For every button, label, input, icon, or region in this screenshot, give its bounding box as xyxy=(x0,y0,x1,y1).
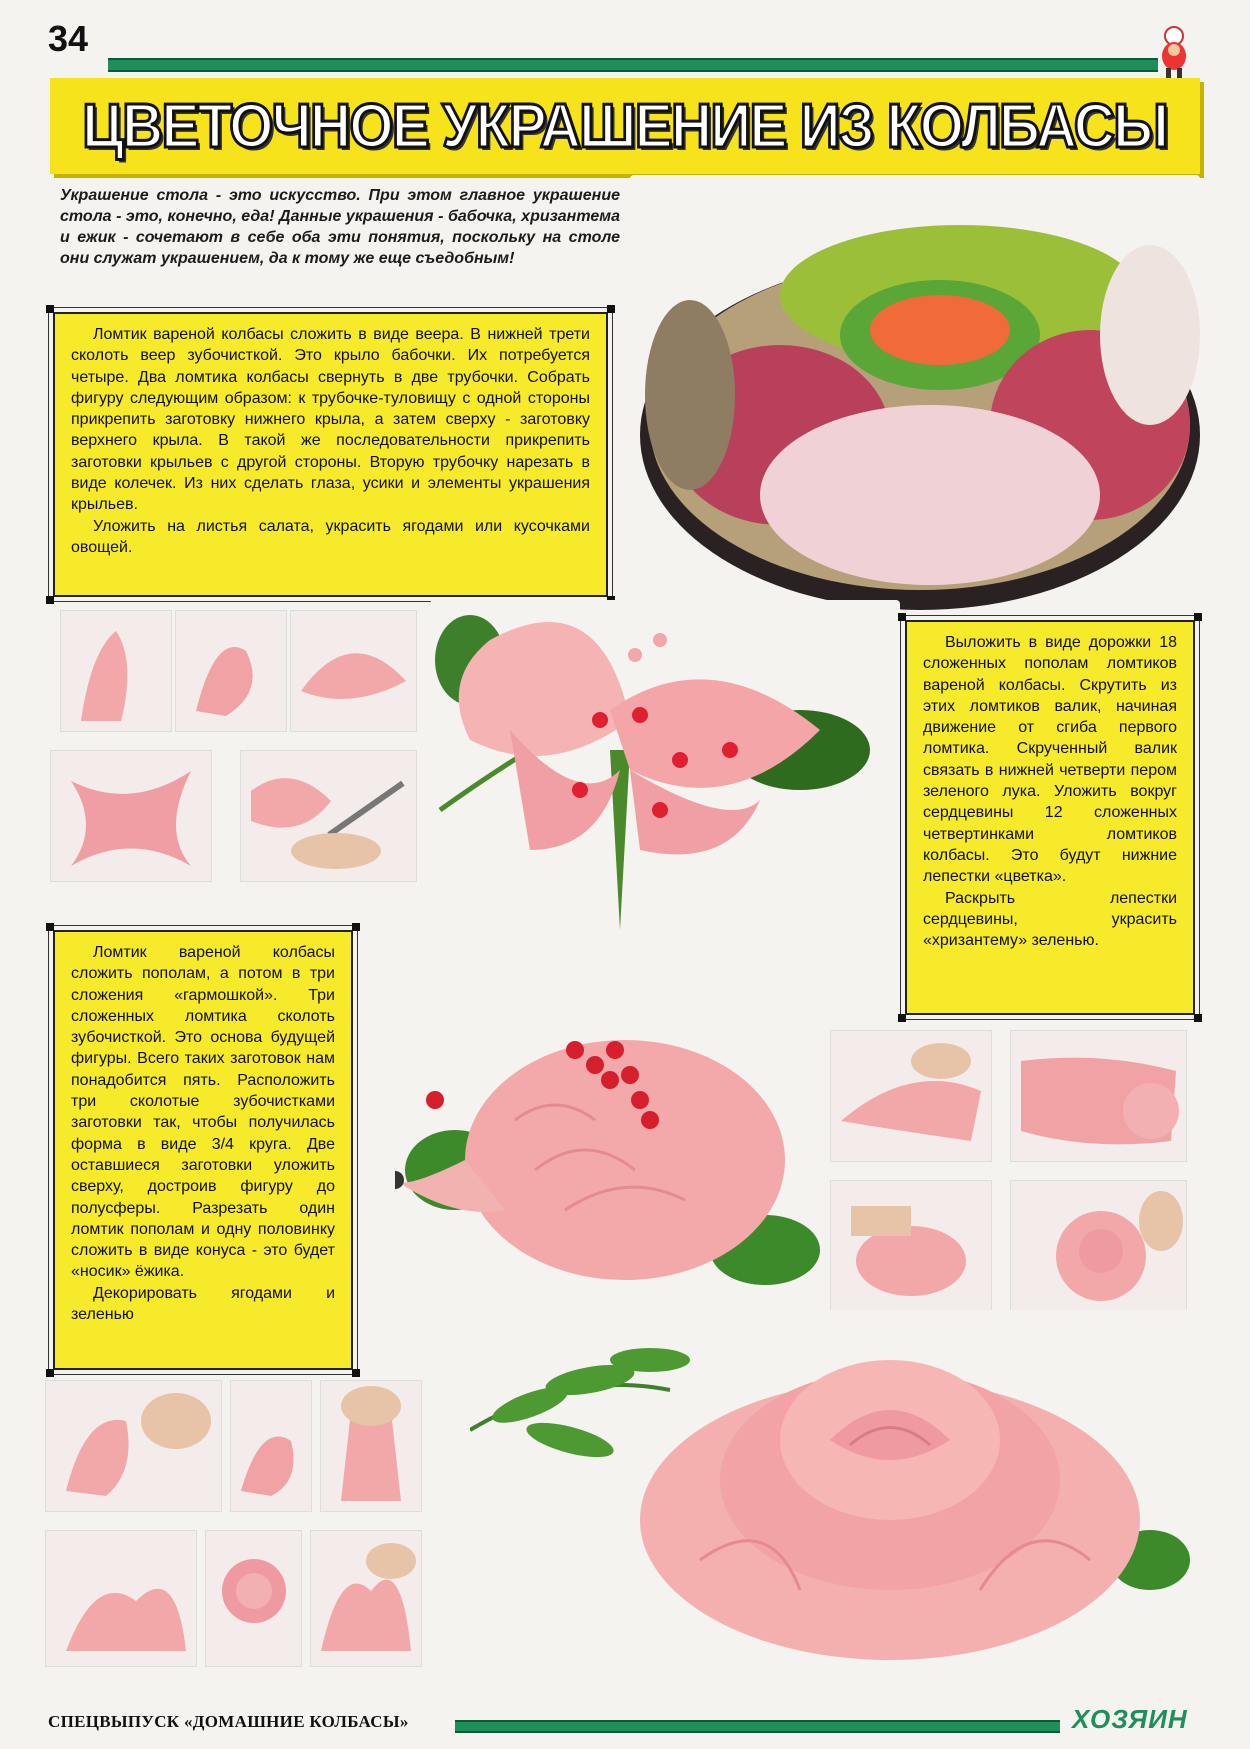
sausage-platter-photo xyxy=(630,175,1200,615)
step-photo xyxy=(240,750,417,882)
hedgehog-steps-gallery xyxy=(45,1380,420,1670)
step-photo xyxy=(1010,1030,1187,1162)
footer-rule xyxy=(455,1720,1060,1733)
page-title: ЦВЕТОЧНОЕ УКРАШЕНИЕ ИЗ КОЛБАСЫ xyxy=(82,91,1168,161)
intro-paragraph: Украшение стола - это искусство. При этом главное украшение стола - это, конечно, еда! Данные украшения - бабочка, хризантема и ежик - сочетают в себе оба эти понятия, поскольку на столе они служат украшением, да к тому же еще съедобным! xyxy=(60,187,620,267)
sausage-chrysanthemum-photo xyxy=(470,1310,1190,1680)
step-photo xyxy=(310,1530,422,1667)
step-photo xyxy=(50,750,212,882)
footer-issue-label: СПЕЦВЫПУСК «ДОМАШНИЕ КОЛБАСЫ» xyxy=(48,1712,409,1731)
step-photo xyxy=(45,1530,197,1667)
step-photo xyxy=(320,1380,422,1512)
butterfly-finish-text: Уложить на листья салата, украсить ягодами или кусочками овощей. xyxy=(71,517,590,556)
step-photo xyxy=(290,610,417,732)
page-number: 34 xyxy=(48,18,89,59)
step-photo xyxy=(205,1530,302,1667)
hedgehog-instructions-box xyxy=(53,930,353,1370)
chrysanthemum-steps-gallery xyxy=(820,1030,1200,1320)
sausage-hedgehog-photo xyxy=(395,1020,825,1310)
sausage-butterfly-photo xyxy=(430,600,900,940)
hedgehog-finish-text: Декорировать ягодами и зеленью xyxy=(71,1284,335,1324)
chrysanthemum-finish-text: Раскрыть лепестки сердцевины, украсить «хризантему» зеленью. xyxy=(923,889,1177,950)
chrysanthemum-instructions-box xyxy=(905,620,1195,1015)
chef-mascot-icon xyxy=(1150,22,1198,82)
hedgehog-step-text: Ломтик вареной колбасы сложить пополам, а потом в три сложения «гармошкой». Три сложенных ломтика сколоть зубочисткой. Это основа будущей фигуры. Всего таких заготовок нам понадобится пять. Расположить три сколотые зубочистками заготовки так, чтобы получилась форма в виде 3/4 круга. Две оставшиеся заготовки уложить сверху, достроив фигуру до полусферы. Разрезать один ломтик пополам и одну половинку сложить в виде конуса - это будет «носик» ёжика. xyxy=(71,944,335,1281)
butterfly-instructions-box xyxy=(53,312,608,597)
butterfly-step-text: Ломтик вареной колбасы сложить в виде веера. В нижней трети сколоть веер зубочисткой. Это крыло бабочки. Их потребуется четыре. Два ломтика колбасы свернуть в две трубочки. Собрать фигуру следующим образом: к трубочке-туловищу с одной стороны прикрепить заготовку нижнего крыла, а затем сверху - заготовку верхнего крыла. В такой же последовательности прикрепить заготовки крыльев с другой стороны. Вторую трубочку нарезать в виде колечек. Из них сделать глаза, усики и элементы украшения крыльев. xyxy=(71,326,590,514)
title-banner xyxy=(50,78,1200,174)
step-photo xyxy=(230,1380,312,1512)
butterfly-steps-gallery xyxy=(50,600,420,890)
step-photo xyxy=(60,610,172,732)
chrysanthemum-step-text: Выложить в виде дорожки 18 сложенных пополам ломтиков вареной колбасы. Скрутить из этих ломтиков валик, начиная движение от сгиба первого ломтика. Скрученный валик связать в нижней четверти пером зеленого лука. Уложить вокруг сердцевины 12 сложенных четвертинками ломтиков колбасы. Это будут нижние лепестки «цветка». xyxy=(923,634,1177,886)
step-photo xyxy=(1010,1180,1187,1312)
footer-brand-logo: ХОЗЯИН xyxy=(1072,1704,1188,1734)
step-photo xyxy=(175,610,287,732)
step-photo xyxy=(45,1380,222,1512)
step-photo xyxy=(830,1180,992,1312)
step-photo xyxy=(830,1030,992,1162)
header-rule xyxy=(108,58,1158,72)
